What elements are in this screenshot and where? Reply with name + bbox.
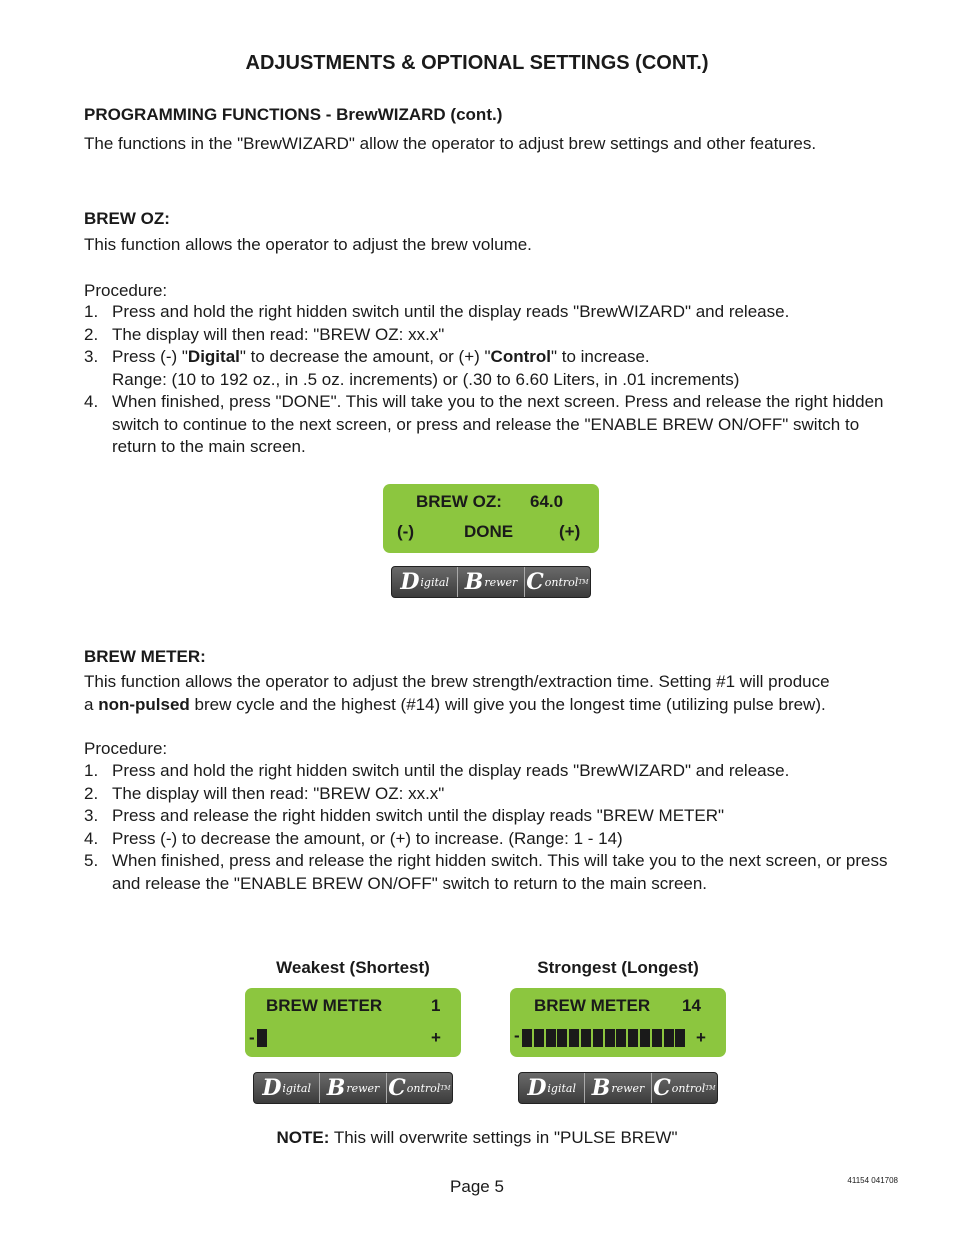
brew-meter-heading: BREW METER:	[84, 647, 206, 666]
meter-bar	[640, 1029, 650, 1047]
display-plus: (+)	[559, 522, 581, 541]
meter-bar	[581, 1029, 591, 1047]
meter-bar	[546, 1029, 556, 1047]
meter-bar	[557, 1029, 567, 1047]
note	[0, 1128, 954, 1148]
logo-letter: D	[400, 569, 420, 595]
weakest-caption: Weakest (Shortest)	[276, 958, 430, 977]
display-plus: +	[696, 1028, 706, 1047]
step-text: When finished, press and release the right hidden switch. This will take you to the next screen, or press and release the "ENABLE BREW ON/OFF" switch to return to the main screen.	[112, 851, 888, 893]
meter-bar	[257, 1029, 267, 1047]
document-code: 41154 041708	[847, 1176, 898, 1185]
logo-brewer	[458, 567, 524, 597]
logo-letter: B	[326, 1075, 346, 1101]
logo-letter: C	[526, 569, 544, 595]
step-text: " to decrease the amount, or (+) "	[239, 347, 491, 366]
step-number: 4.	[84, 828, 99, 848]
meter-bar	[675, 1029, 685, 1047]
brew-meter-description	[84, 670, 904, 716]
logo-text: rewer	[346, 1081, 380, 1095]
logo-text: ontrol	[544, 575, 579, 589]
logo-text: ontrol	[671, 1081, 706, 1095]
brew-oz-heading: BREW OZ:	[84, 209, 170, 228]
meter-bar	[652, 1029, 662, 1047]
meter-bar	[628, 1029, 638, 1047]
step-text: Press and hold the right hidden switch until the display reads "BrewWIZARD" and release.	[112, 302, 790, 321]
description-text: brew cycle and the highest (#14) will give you the longest time (utilizing pulse brew).	[189, 695, 826, 714]
display-label: BREW METER	[534, 996, 651, 1015]
logo-letter: B	[591, 1075, 611, 1101]
logo-control	[525, 567, 590, 597]
step-text: When finished, press "DONE". This will take you to the next screen. Press and release the right hidden switch to continue to the next screen, or press and release the "ENABLE BREW ON/OFF" switch to return to the main screen.	[112, 392, 884, 456]
page-title: ADJUSTMENTS & OPTIONAL SETTINGS (CONT.)	[245, 52, 709, 74]
logo-tm: TM	[440, 1084, 451, 1092]
logo-text: igital	[282, 1081, 311, 1095]
step-text: The display will then read: "BREW OZ: xx.x"	[112, 324, 445, 344]
logo-digital	[392, 567, 458, 597]
list-item	[84, 805, 904, 828]
intro-text: The functions in the "BrewWIZARD" allow the operator to adjust brew settings and other features.	[84, 134, 817, 153]
step-number: 4.	[84, 392, 99, 411]
logo-text: ontrol	[406, 1081, 441, 1095]
step-text: The display will then read: "BREW OZ: xx.x"	[112, 783, 445, 803]
step-bold-control: Control	[490, 347, 551, 366]
brew-oz-display	[383, 484, 599, 553]
meter-bar	[616, 1029, 626, 1047]
digital-brewer-control-logo	[518, 1072, 718, 1104]
step-number: 1.	[84, 761, 99, 780]
list-item	[84, 391, 904, 459]
display-value: 14	[682, 996, 701, 1015]
brew-oz-procedure-label: Procedure:	[84, 281, 168, 300]
meter-bar	[569, 1029, 579, 1047]
brew-oz-steps	[84, 301, 904, 459]
brew-oz-description: This function allows the operator to adjust the brew volume.	[84, 235, 532, 254]
list-item	[84, 324, 904, 347]
step-number: 3.	[84, 806, 99, 825]
logo-brewer	[585, 1073, 651, 1103]
description-bold: non-pulsed	[98, 695, 190, 714]
logo-tm: TM	[705, 1084, 716, 1092]
digital-brewer-control-logo	[391, 566, 591, 598]
step-range-text: Range: (10 to 192 oz., in .5 oz. increments) or (.30 to 6.60 Liters, in .01 increments)	[112, 369, 740, 389]
display-value: 1	[431, 996, 441, 1015]
step-number: 5.	[84, 851, 99, 870]
logo-letter: C	[653, 1075, 671, 1101]
meter-bar	[522, 1029, 532, 1047]
logo-digital	[519, 1073, 585, 1103]
logo-text: igital	[547, 1081, 576, 1095]
step-number: 1.	[84, 302, 99, 321]
logo-brewer	[320, 1073, 386, 1103]
logo-control	[387, 1073, 452, 1103]
strongest-caption: Strongest (Longest)	[537, 958, 699, 977]
step-text: Press and release the right hidden switch until the display reads "BREW METER"	[112, 806, 725, 825]
display-minus: (-)	[397, 522, 414, 541]
strongest-meter-display	[510, 988, 726, 1057]
step-number: 2.	[84, 324, 99, 344]
brew-meter-steps	[84, 760, 904, 895]
brew-meter-procedure-label: Procedure:	[84, 739, 168, 758]
display-value: 64.0	[530, 492, 564, 511]
step-text: Press (-) to decrease the amount, or (+) to increase. (Range: 1 - 14)	[112, 828, 623, 848]
weakest-meter-display	[245, 988, 461, 1057]
step-number: 2.	[84, 783, 99, 803]
note-label: NOTE:	[276, 1128, 330, 1147]
digital-brewer-control-logo	[253, 1072, 453, 1104]
step-bold-digital: Digital	[187, 347, 240, 366]
list-item	[84, 760, 904, 783]
logo-letter: D	[527, 1075, 547, 1101]
meter-bar	[664, 1029, 674, 1047]
logo-text: rewer	[484, 575, 518, 589]
list-item	[84, 301, 904, 324]
logo-text: rewer	[611, 1081, 645, 1095]
list-item	[84, 828, 904, 851]
logo-digital	[254, 1073, 320, 1103]
display-done: DONE	[464, 522, 514, 541]
step-text: " to increase.	[550, 347, 650, 366]
logo-letter: D	[262, 1075, 282, 1101]
logo-letter: C	[388, 1075, 406, 1101]
list-item	[84, 783, 904, 806]
display-minus: -	[249, 1028, 255, 1047]
description-text: a	[84, 695, 99, 714]
description-line: This function allows the operator to adjust the brew strength/extraction time. Setting #1 will produce	[84, 672, 830, 691]
meter-bar	[593, 1029, 603, 1047]
display-label: BREW METER	[266, 996, 383, 1015]
section-heading: PROGRAMMING FUNCTIONS - BrewWIZARD (cont.)	[84, 105, 503, 124]
display-plus: +	[431, 1028, 441, 1047]
logo-control	[652, 1073, 717, 1103]
display-label: BREW OZ:	[416, 492, 502, 511]
list-item	[84, 346, 904, 391]
step-number: 3.	[84, 347, 99, 366]
logo-text: igital	[420, 575, 449, 589]
display-minus: -	[514, 1026, 520, 1045]
logo-tm: TM	[578, 578, 589, 586]
meter-bar	[534, 1029, 544, 1047]
logo-letter: B	[464, 569, 484, 595]
list-item	[84, 850, 904, 895]
note-text: This will overwrite settings in "PULSE BREW"	[329, 1128, 678, 1147]
meter-bar	[605, 1029, 615, 1047]
page-number: Page 5	[450, 1177, 504, 1196]
step-text: Press and hold the right hidden switch until the display reads "BrewWIZARD" and release.	[112, 761, 790, 780]
step-text: Press (-) "	[112, 347, 188, 366]
